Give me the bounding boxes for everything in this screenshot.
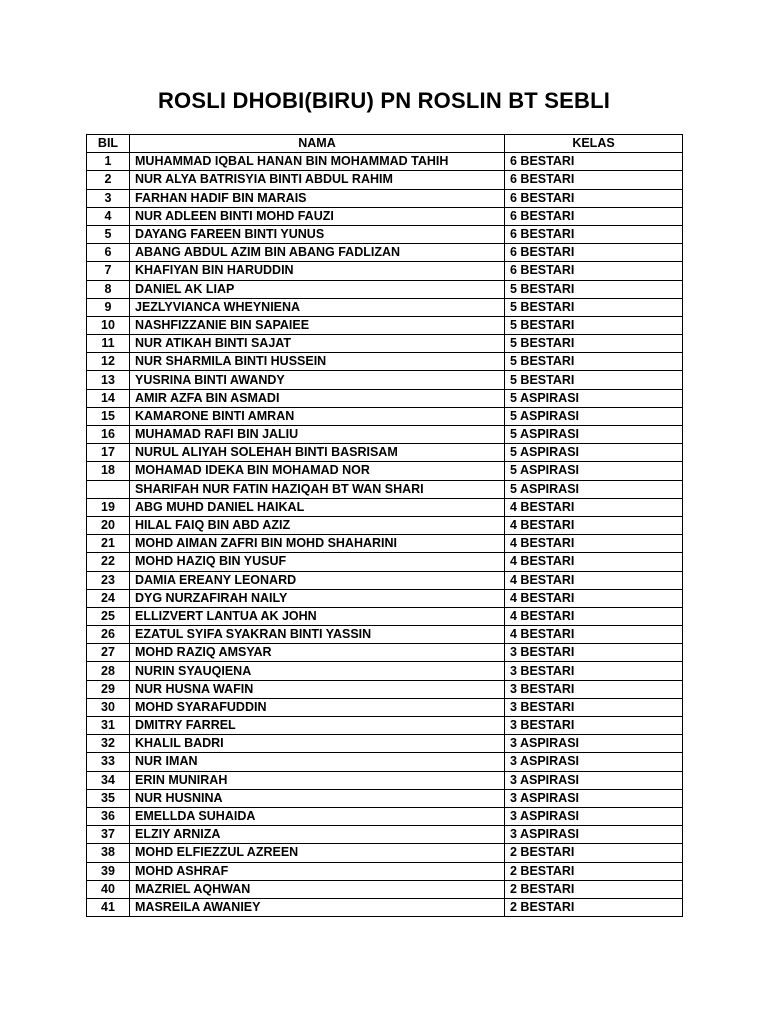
cell-kelas: 5 ASPIRASI <box>505 407 683 425</box>
cell-kelas: 6 BESTARI <box>505 189 683 207</box>
cell-bil: 14 <box>87 389 130 407</box>
cell-nama: NUR HUSNINA <box>130 789 505 807</box>
cell-nama: NUR SHARMILA BINTI HUSSEIN <box>130 353 505 371</box>
cell-kelas: 3 BESTARI <box>505 644 683 662</box>
table-row <box>87 680 683 698</box>
cell-kelas: 5 BESTARI <box>505 280 683 298</box>
cell-bil: 33 <box>87 753 130 771</box>
cell-bil: 29 <box>87 680 130 698</box>
cell-kelas: 6 BESTARI <box>505 262 683 280</box>
cell-nama: MUHAMAD RAFI BIN JALIU <box>130 426 505 444</box>
cell-nama: MASREILA AWANIEY <box>130 898 505 916</box>
cell-bil: 22 <box>87 553 130 571</box>
cell-nama: MOHAMAD IDEKA BIN MOHAMAD NOR <box>130 462 505 480</box>
cell-nama: DAMIA EREANY LEONARD <box>130 571 505 589</box>
cell-bil: 5 <box>87 225 130 243</box>
header-nama: NAMA <box>130 135 505 153</box>
cell-bil: 26 <box>87 626 130 644</box>
cell-nama: ABG MUHD DANIEL HAIKAL <box>130 498 505 516</box>
cell-bil: 12 <box>87 353 130 371</box>
cell-nama: MOHD HAZIQ BIN YUSUF <box>130 553 505 571</box>
cell-bil: 36 <box>87 807 130 825</box>
cell-kelas: 3 ASPIRASI <box>505 735 683 753</box>
student-table <box>86 134 683 917</box>
cell-bil: 32 <box>87 735 130 753</box>
cell-nama: DANIEL AK LIAP <box>130 280 505 298</box>
table-row <box>87 444 683 462</box>
header-kelas: KELAS <box>505 135 683 153</box>
cell-kelas: 2 BESTARI <box>505 898 683 916</box>
table-body <box>87 153 683 917</box>
cell-kelas: 6 BESTARI <box>505 207 683 225</box>
cell-bil: 20 <box>87 516 130 534</box>
cell-kelas: 5 ASPIRASI <box>505 426 683 444</box>
table-row <box>87 171 683 189</box>
cell-kelas: 3 BESTARI <box>505 662 683 680</box>
table-row <box>87 480 683 498</box>
cell-bil: 17 <box>87 444 130 462</box>
cell-nama: MOHD ELFIEZZUL AZREEN <box>130 844 505 862</box>
cell-bil: 40 <box>87 880 130 898</box>
page-title: ROSLI DHOBI(BIRU) PN ROSLIN BT SEBLI <box>157 88 611 113</box>
cell-kelas: 4 BESTARI <box>505 607 683 625</box>
table-row <box>87 644 683 662</box>
table-row <box>87 898 683 916</box>
table-row <box>87 280 683 298</box>
cell-nama: KHALIL BADRI <box>130 735 505 753</box>
table-row <box>87 826 683 844</box>
cell-kelas: 3 ASPIRASI <box>505 771 683 789</box>
table-row <box>87 353 683 371</box>
table-row <box>87 571 683 589</box>
cell-kelas: 4 BESTARI <box>505 571 683 589</box>
cell-kelas: 6 BESTARI <box>505 171 683 189</box>
cell-bil: 18 <box>87 462 130 480</box>
table-row <box>87 771 683 789</box>
cell-bil: 35 <box>87 789 130 807</box>
cell-kelas: 4 BESTARI <box>505 626 683 644</box>
cell-kelas: 3 BESTARI <box>505 717 683 735</box>
table-row <box>87 516 683 534</box>
cell-nama: DYG NURZAFIRAH NAILY <box>130 589 505 607</box>
cell-kelas: 4 BESTARI <box>505 535 683 553</box>
cell-nama: MUHAMMAD IQBAL HANAN BIN MOHAMMAD TAHIH <box>130 153 505 171</box>
cell-kelas: 4 BESTARI <box>505 498 683 516</box>
cell-bil: 38 <box>87 844 130 862</box>
table-row <box>87 244 683 262</box>
cell-nama: NASHFIZZANIE BIN SAPAIEE <box>130 316 505 334</box>
cell-nama: ABANG ABDUL AZIM BIN ABANG FADLIZAN <box>130 244 505 262</box>
cell-nama: MOHD AIMAN ZAFRI BIN MOHD SHAHARINI <box>130 535 505 553</box>
cell-bil: 30 <box>87 698 130 716</box>
cell-nama: SHARIFAH NUR FATIN HAZIQAH BT WAN SHARI <box>130 480 505 498</box>
cell-bil: 15 <box>87 407 130 425</box>
cell-bil: 34 <box>87 771 130 789</box>
cell-kelas: 4 BESTARI <box>505 553 683 571</box>
cell-kelas: 3 ASPIRASI <box>505 826 683 844</box>
table-row <box>87 389 683 407</box>
cell-nama: DAYANG FAREEN BINTI YUNUS <box>130 225 505 243</box>
cell-kelas: 5 BESTARI <box>505 353 683 371</box>
cell-bil: 19 <box>87 498 130 516</box>
cell-nama: MOHD SYARAFUDDIN <box>130 698 505 716</box>
header-bil: BIL <box>87 135 130 153</box>
cell-nama: ELLIZVERT LANTUA AK JOHN <box>130 607 505 625</box>
table-row <box>87 316 683 334</box>
cell-bil: 4 <box>87 207 130 225</box>
cell-bil <box>87 480 130 498</box>
cell-nama: NUR ATIKAH BINTI SAJAT <box>130 335 505 353</box>
cell-kelas: 6 BESTARI <box>505 244 683 262</box>
cell-bil: 41 <box>87 898 130 916</box>
cell-bil: 23 <box>87 571 130 589</box>
cell-nama: NURUL ALIYAH SOLEHAH BINTI BASRISAM <box>130 444 505 462</box>
table-row <box>87 880 683 898</box>
table-row <box>87 535 683 553</box>
table-row <box>87 407 683 425</box>
cell-bil: 21 <box>87 535 130 553</box>
cell-bil: 16 <box>87 426 130 444</box>
table-row <box>87 207 683 225</box>
table-row <box>87 498 683 516</box>
cell-nama: EZATUL SYIFA SYAKRAN BINTI YASSIN <box>130 626 505 644</box>
cell-nama: HILAL FAIQ BIN ABD AZIZ <box>130 516 505 534</box>
table-row <box>87 426 683 444</box>
cell-bil: 8 <box>87 280 130 298</box>
table-row <box>87 807 683 825</box>
table-header <box>87 135 683 153</box>
table-row <box>87 189 683 207</box>
cell-kelas: 5 ASPIRASI <box>505 444 683 462</box>
cell-nama: FARHAN HADIF BIN MARAIS <box>130 189 505 207</box>
cell-kelas: 5 BESTARI <box>505 335 683 353</box>
cell-kelas: 5 ASPIRASI <box>505 389 683 407</box>
cell-nama: KHAFIYAN BIN HARUDDIN <box>130 262 505 280</box>
cell-kelas: 3 ASPIRASI <box>505 753 683 771</box>
cell-nama: YUSRINA BINTI AWANDY <box>130 371 505 389</box>
cell-bil: 1 <box>87 153 130 171</box>
cell-bil: 2 <box>87 171 130 189</box>
table-row <box>87 735 683 753</box>
table-row <box>87 717 683 735</box>
cell-nama: NUR ALYA BATRISYIA BINTI ABDUL RAHIM <box>130 171 505 189</box>
cell-nama: AMIR AZFA BIN ASMADI <box>130 389 505 407</box>
cell-nama: MAZRIEL AQHWAN <box>130 880 505 898</box>
table-row <box>87 335 683 353</box>
cell-kelas: 3 ASPIRASI <box>505 807 683 825</box>
table-row <box>87 262 683 280</box>
cell-bil: 28 <box>87 662 130 680</box>
cell-kelas: 5 BESTARI <box>505 371 683 389</box>
table-row <box>87 298 683 316</box>
cell-nama: NUR HUSNA WAFIN <box>130 680 505 698</box>
cell-bil: 9 <box>87 298 130 316</box>
cell-bil: 31 <box>87 717 130 735</box>
cell-kelas: 2 BESTARI <box>505 880 683 898</box>
table-row <box>87 589 683 607</box>
cell-kelas: 5 BESTARI <box>505 298 683 316</box>
cell-nama: NURIN SYAUQIENA <box>130 662 505 680</box>
cell-bil: 24 <box>87 589 130 607</box>
cell-nama: KAMARONE BINTI AMRAN <box>130 407 505 425</box>
cell-kelas: 4 BESTARI <box>505 516 683 534</box>
table-row <box>87 225 683 243</box>
cell-kelas: 3 BESTARI <box>505 680 683 698</box>
cell-bil: 11 <box>87 335 130 353</box>
table-row <box>87 753 683 771</box>
cell-nama: MOHD ASHRAF <box>130 862 505 880</box>
cell-kelas: 5 BESTARI <box>505 316 683 334</box>
cell-kelas: 2 BESTARI <box>505 844 683 862</box>
table-row <box>87 862 683 880</box>
cell-bil: 25 <box>87 607 130 625</box>
cell-nama: DMITRY FARREL <box>130 717 505 735</box>
table-row <box>87 462 683 480</box>
header-row <box>87 135 683 153</box>
cell-bil: 7 <box>87 262 130 280</box>
cell-bil: 39 <box>87 862 130 880</box>
cell-bil: 27 <box>87 644 130 662</box>
cell-kelas: 3 BESTARI <box>505 698 683 716</box>
cell-nama: MOHD RAZIQ AMSYAR <box>130 644 505 662</box>
cell-nama: EMELLDA SUHAIDA <box>130 807 505 825</box>
cell-nama: NUR IMAN <box>130 753 505 771</box>
cell-nama: JEZLYVIANCA WHEYNIENA <box>130 298 505 316</box>
table-row <box>87 153 683 171</box>
cell-kelas: 5 ASPIRASI <box>505 462 683 480</box>
cell-bil: 6 <box>87 244 130 262</box>
table-row <box>87 626 683 644</box>
cell-bil: 10 <box>87 316 130 334</box>
cell-kelas: 6 BESTARI <box>505 225 683 243</box>
cell-nama: ELZIY ARNIZA <box>130 826 505 844</box>
table-row <box>87 698 683 716</box>
table-row <box>87 662 683 680</box>
table-row <box>87 607 683 625</box>
table-row <box>87 844 683 862</box>
cell-kelas: 6 BESTARI <box>505 153 683 171</box>
table-row <box>87 371 683 389</box>
cell-bil: 37 <box>87 826 130 844</box>
cell-kelas: 5 ASPIRASI <box>505 480 683 498</box>
table-row <box>87 553 683 571</box>
cell-bil: 3 <box>87 189 130 207</box>
cell-nama: ERIN MUNIRAH <box>130 771 505 789</box>
cell-bil: 13 <box>87 371 130 389</box>
cell-kelas: 3 ASPIRASI <box>505 789 683 807</box>
cell-nama: NUR ADLEEN BINTI MOHD FAUZI <box>130 207 505 225</box>
table-row <box>87 789 683 807</box>
cell-kelas: 4 BESTARI <box>505 589 683 607</box>
cell-kelas: 2 BESTARI <box>505 862 683 880</box>
